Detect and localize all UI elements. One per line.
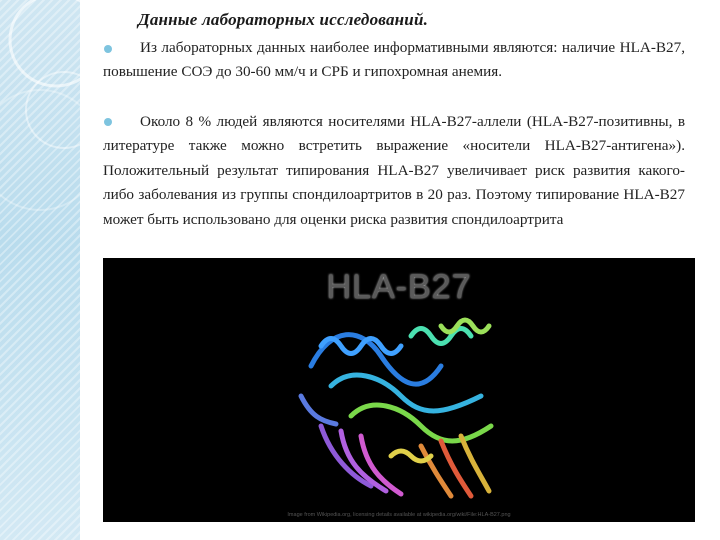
paragraph-hla-b27-text: Около 8 % людей являются носителями HLA-B27-аллели (HLA-B27-позитивны, в литературе также можно встретить выражение «носители HLA-B27-антигена»). Положительный результат типирования HLA-B27 увеличивает риск развития какого-либо заболевания из группы спондилоартритов в 20 раз. Поэтому типирование HLA-B27 может быть использовано для оценки риска развития спондилоартрита <box>103 113 685 228</box>
hla-b27-protein-figure <box>103 258 695 522</box>
protein-structure-image <box>291 306 511 506</box>
figure-caption: Image from Wikipedia.org, licensing details available at wikipedia.org/wiki/File:HLA-B27.png <box>287 512 511 518</box>
paragraph-lab-data <box>103 36 685 85</box>
slide-title: Данные лабораторных исследований. <box>138 10 429 29</box>
decorative-side-band <box>0 0 80 540</box>
paragraph-lab-data-text: Из лабораторных данных наиболее информативными являются: наличие HLA-B27, повышение СОЭ до 30-60 мм/ч и СРБ и гипохромная анемия. <box>103 39 685 81</box>
paragraph-hla-b27 <box>103 110 685 232</box>
figure-title: HLA-B27 <box>326 268 472 306</box>
